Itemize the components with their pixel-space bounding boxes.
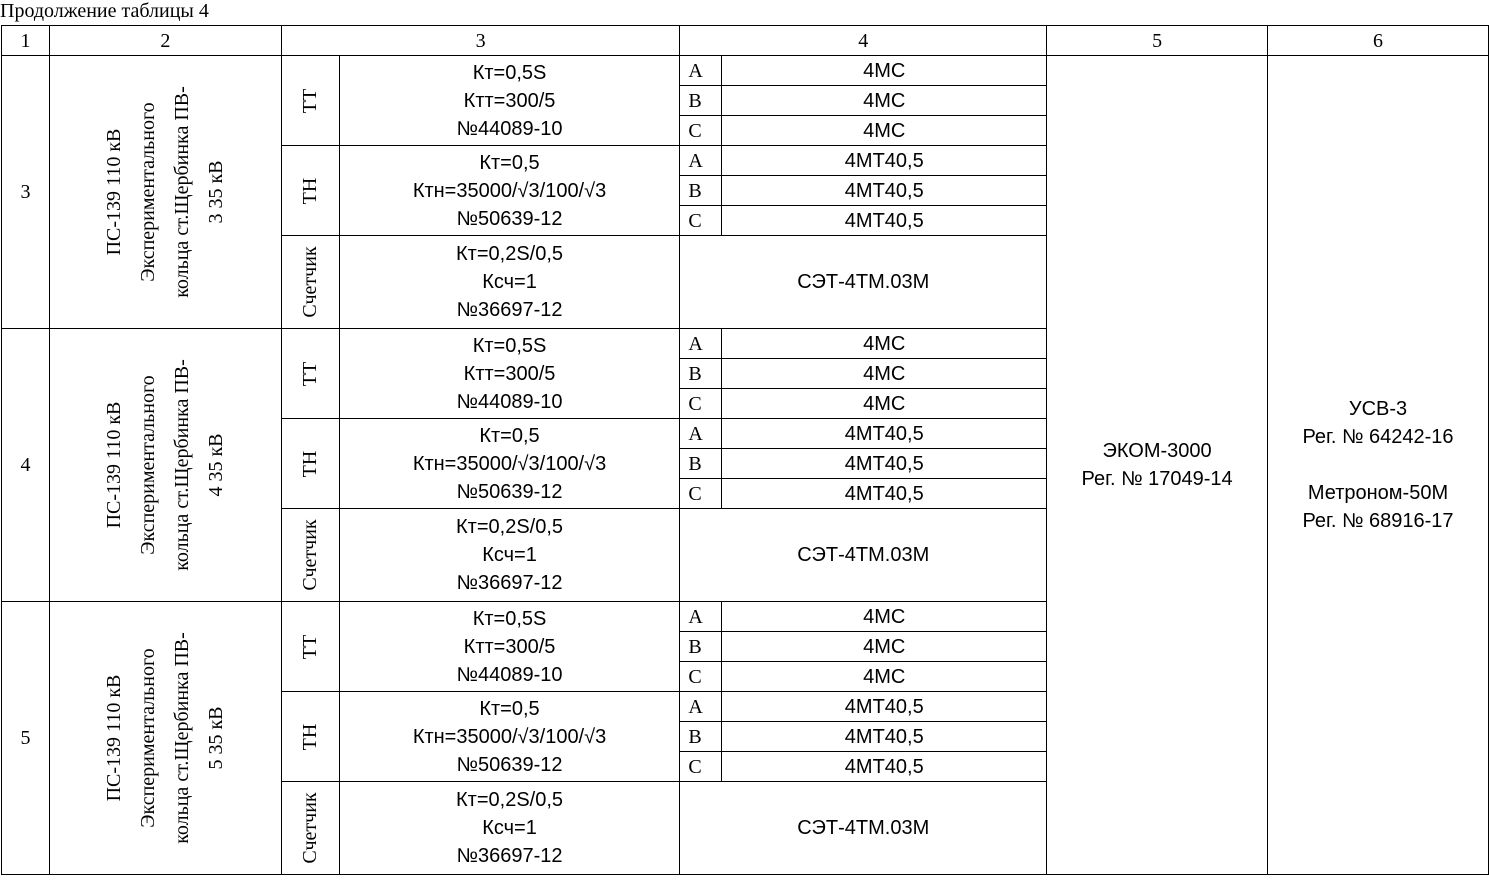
row-number: 3 [2, 56, 50, 329]
meter-label-label: Счетчик [299, 792, 322, 864]
tn-params [339, 146, 680, 236]
row-number: 5 [2, 602, 50, 875]
param-line: №36697-12 [456, 299, 563, 321]
meter-params [339, 509, 680, 602]
phase-label: A [680, 146, 722, 176]
object-line: Экспериментального [137, 648, 160, 828]
header-cell: 2 [49, 26, 281, 56]
object-line: ПС-139 110 кВ [103, 401, 126, 529]
param-line: №50639-12 [456, 753, 563, 776]
phase-label: B [680, 632, 722, 662]
param-line: Кт=0,5 [479, 151, 540, 174]
tn-label [281, 419, 339, 509]
object-name [49, 56, 281, 329]
meter-label [281, 782, 339, 875]
phase-label: A [680, 419, 722, 449]
phase-label: C [680, 389, 722, 419]
meter-params [339, 236, 680, 329]
meter-type: СЭТ-4ТМ.03М [680, 236, 1047, 329]
tt-label-label: ТТ [299, 361, 322, 386]
tt-label [281, 329, 339, 419]
time-sync-line: Метроном-50М [1307, 482, 1449, 504]
tt-params [339, 602, 680, 692]
table-caption: Продолжение таблицы 4 [0, 0, 209, 22]
phase-type: 4МС [722, 359, 1047, 389]
phase-label: C [680, 662, 722, 692]
table-row [2, 56, 1489, 86]
param-line: Кт=0,5 [479, 424, 540, 447]
object-line: 3 35 кВ [205, 160, 228, 224]
param-line: Ксч=1 [482, 544, 537, 566]
phase-type: 4МТ40,5 [722, 722, 1047, 752]
header-cell: 3 [281, 26, 680, 56]
tn-label-label: ТН [299, 177, 322, 204]
param-line: Ктн=35000/√3/100/√3 [412, 179, 607, 202]
time-sync-line: УСВ-3 [1348, 398, 1408, 420]
meter-label-label: Счетчик [299, 519, 322, 591]
phase-type: 4МТ40,5 [722, 479, 1047, 509]
controller-cell [1047, 56, 1268, 875]
param-line: №50639-12 [456, 480, 563, 503]
param-line: Ктн=35000/√3/100/√3 [412, 452, 607, 475]
param-line: Кт=0,2S/0,5 [456, 789, 564, 811]
phase-type: 4МС [722, 116, 1047, 146]
phase-type: 4МС [722, 329, 1047, 359]
table-body [2, 26, 1489, 875]
tt-params [339, 56, 680, 146]
param-line: Ксч=1 [482, 271, 537, 293]
param-line: №36697-12 [456, 572, 563, 594]
header-cell: 5 [1047, 26, 1268, 56]
phase-label: B [680, 86, 722, 116]
param-line: Ксч=1 [482, 817, 537, 839]
phase-label: B [680, 176, 722, 206]
phase-type: 4МС [722, 56, 1047, 86]
header-cell: 1 [2, 26, 50, 56]
phase-type: 4МС [722, 662, 1047, 692]
param-line: Кт=0,5S [472, 61, 547, 84]
phase-type: 4МТ40,5 [722, 206, 1047, 236]
tn-params [339, 419, 680, 509]
param-line: Ктт=300/5 [463, 89, 556, 112]
phase-type: 4МС [722, 86, 1047, 116]
tt-label [281, 56, 339, 146]
object-name [49, 602, 281, 875]
param-line: №50639-12 [456, 207, 563, 230]
phase-type: 4МС [722, 632, 1047, 662]
controller-line: ЭКОМ-3000 [1102, 440, 1212, 462]
param-line: Кт=0,2S/0,5 [456, 243, 564, 265]
param-line: Ктт=300/5 [463, 362, 556, 385]
tt-label-label: ТТ [299, 634, 322, 659]
phase-label: A [680, 602, 722, 632]
param-line: Кт=0,2S/0,5 [456, 516, 564, 538]
param-line: №36697-12 [456, 845, 563, 867]
object-name [49, 329, 281, 602]
object-line: 5 35 кВ [205, 706, 228, 770]
object-line: Экспериментального [137, 375, 160, 555]
time-sync-line: Рег. № 68916-17 [1302, 510, 1454, 532]
phase-type: 4МТ40,5 [722, 692, 1047, 722]
phase-type: 4МТ40,5 [722, 176, 1047, 206]
object-line: ПС-139 110 кВ [103, 674, 126, 802]
param-line: Кт=0,5 [479, 697, 540, 720]
meter-label [281, 509, 339, 602]
object-line: 4 35 кВ [205, 433, 228, 497]
phase-type: 4МТ40,5 [722, 752, 1047, 782]
tt-params [339, 329, 680, 419]
object-line: кольца ст.Щербинка ПВ- [171, 359, 194, 571]
tt-label-label: ТТ [299, 88, 322, 113]
time-sync-cell [1268, 56, 1489, 875]
meter-label [281, 236, 339, 329]
phase-label: B [680, 359, 722, 389]
meter-type: СЭТ-4ТМ.03М [680, 782, 1047, 875]
phase-label: A [680, 329, 722, 359]
equipment-table [1, 25, 1489, 875]
param-line: №44089-10 [456, 117, 563, 140]
phase-label: A [680, 692, 722, 722]
phase-type: 4МТ40,5 [722, 146, 1047, 176]
header-cell: 6 [1268, 26, 1489, 56]
param-line: №44089-10 [456, 663, 563, 686]
header-row [2, 26, 1489, 56]
phase-type: 4МТ40,5 [722, 419, 1047, 449]
tn-params [339, 692, 680, 782]
phase-label: C [680, 752, 722, 782]
phase-label: B [680, 449, 722, 479]
param-line: Ктт=300/5 [463, 635, 556, 658]
phase-type: 4МС [722, 602, 1047, 632]
param-line: Ктн=35000/√3/100/√3 [412, 725, 607, 748]
phase-type: 4МС [722, 389, 1047, 419]
param-line: Кт=0,5S [472, 607, 547, 630]
phase-label: C [680, 479, 722, 509]
tn-label-label: ТН [299, 723, 322, 750]
controller-line: Рег. № 17049-14 [1081, 468, 1233, 490]
object-line: кольца ст.Щербинка ПВ- [171, 86, 194, 298]
row-number: 4 [2, 329, 50, 602]
meter-label-label: Счетчик [299, 246, 322, 318]
object-line: кольца ст.Щербинка ПВ- [171, 632, 194, 844]
meter-type: СЭТ-4ТМ.03М [680, 509, 1047, 602]
tn-label [281, 692, 339, 782]
object-line: Экспериментального [137, 102, 160, 282]
time-sync-line: Рег. № 64242-16 [1302, 426, 1454, 448]
tn-label-label: ТН [299, 450, 322, 477]
header-cell: 4 [680, 26, 1047, 56]
tn-label [281, 146, 339, 236]
meter-params [339, 782, 680, 875]
phase-label: B [680, 722, 722, 752]
tt-label [281, 602, 339, 692]
phase-label: A [680, 56, 722, 86]
phase-label: C [680, 206, 722, 236]
param-line: №44089-10 [456, 390, 563, 413]
object-line: ПС-139 110 кВ [103, 128, 126, 256]
phase-type: 4МТ40,5 [722, 449, 1047, 479]
phase-label: C [680, 116, 722, 146]
param-line: Кт=0,5S [472, 334, 547, 357]
